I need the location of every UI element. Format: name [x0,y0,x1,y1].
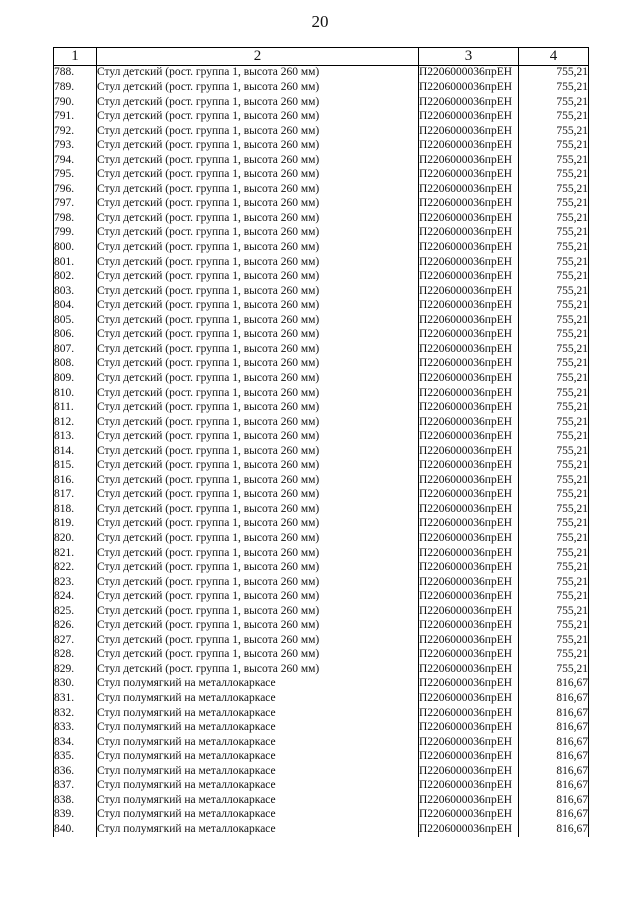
item-code: П2206000036прЕН [419,808,519,823]
table-row [54,81,589,96]
item-price: 816,67 [519,721,589,736]
item-name: Стул детский (рост. группа 1, высота 260 мм) [97,357,419,372]
item-code: П2206000036прЕН [419,750,519,765]
item-price: 755,21 [519,430,589,445]
item-price: 816,67 [519,808,589,823]
row-number: 807. [54,342,97,357]
item-name: Стул детский (рост. группа 1, высота 260 мм) [97,313,419,328]
table-row [54,575,589,590]
item-code: П2206000036прЕН [419,692,519,707]
item-price: 816,67 [519,677,589,692]
item-name: Стул полумягкий на металлокаркасе [97,822,419,837]
item-code: П2206000036прЕН [419,299,519,314]
row-number: 834. [54,735,97,750]
table-row [54,313,589,328]
item-code: П2206000036прЕН [419,648,519,663]
table-row [54,793,589,808]
item-name: Стул детский (рост. группа 1, высота 260 мм) [97,153,419,168]
item-code: П2206000036прЕН [419,168,519,183]
item-name: Стул детский (рост. группа 1, высота 260 мм) [97,459,419,474]
table-row [54,284,589,299]
item-code: П2206000036прЕН [419,604,519,619]
item-code: П2206000036прЕН [419,546,519,561]
row-number: 813. [54,430,97,445]
item-code: П2206000036прЕН [419,793,519,808]
item-price: 755,21 [519,182,589,197]
inventory-table [53,47,589,837]
table-row [54,153,589,168]
item-price: 755,21 [519,81,589,96]
item-price: 755,21 [519,546,589,561]
header-row [54,48,589,66]
item-code: П2206000036прЕН [419,430,519,445]
column-header-4: 4 [519,48,589,66]
item-price: 755,21 [519,488,589,503]
table-row [54,95,589,110]
item-name: Стул полумягкий на металлокаркасе [97,750,419,765]
table-row [54,459,589,474]
item-name: Стул детский (рост. группа 1, высота 260 мм) [97,488,419,503]
row-number: 825. [54,604,97,619]
table-row [54,619,589,634]
item-code: П2206000036прЕН [419,241,519,256]
row-number: 819. [54,517,97,532]
table-row [54,721,589,736]
table-row [54,110,589,125]
row-number: 833. [54,721,97,736]
item-code: П2206000036прЕН [419,226,519,241]
item-price: 755,21 [519,502,589,517]
table-row [54,808,589,823]
row-number: 815. [54,459,97,474]
item-name: Стул детский (рост. группа 1, высота 260 мм) [97,299,419,314]
item-code: П2206000036прЕН [419,532,519,547]
item-price: 755,21 [519,648,589,663]
item-price: 755,21 [519,561,589,576]
table-row [54,750,589,765]
row-number: 810. [54,386,97,401]
item-name: Стул детский (рост. группа 1, высота 260 мм) [97,95,419,110]
item-name: Стул детский (рост. группа 1, высота 260 мм) [97,604,419,619]
row-number: 795. [54,168,97,183]
row-number: 803. [54,284,97,299]
item-price: 755,21 [519,619,589,634]
item-code: П2206000036прЕН [419,357,519,372]
item-name: Стул детский (рост. группа 1, высота 260 мм) [97,546,419,561]
item-name: Стул детский (рост. группа 1, высота 260 мм) [97,139,419,154]
item-name: Стул полумягкий на металлокаркасе [97,764,419,779]
row-number: 840. [54,822,97,837]
item-price: 755,21 [519,532,589,547]
item-name: Стул полумягкий на металлокаркасе [97,779,419,794]
item-price: 755,21 [519,168,589,183]
item-price: 755,21 [519,401,589,416]
table-row [54,241,589,256]
item-price: 755,21 [519,662,589,677]
row-number: 805. [54,313,97,328]
item-code: П2206000036прЕН [419,677,519,692]
table-row [54,779,589,794]
item-name: Стул полумягкий на металлокаркасе [97,808,419,823]
row-number: 789. [54,81,97,96]
item-code: П2206000036прЕН [419,255,519,270]
item-name: Стул детский (рост. группа 1, высота 260 мм) [97,590,419,605]
item-name: Стул детский (рост. группа 1, высота 260 мм) [97,342,419,357]
item-name: Стул детский (рост. группа 1, высота 260 мм) [97,662,419,677]
table-row [54,211,589,226]
item-name: Стул полумягкий на металлокаркасе [97,793,419,808]
item-code: П2206000036прЕН [419,706,519,721]
row-number: 827. [54,633,97,648]
table-row [54,590,589,605]
item-code: П2206000036прЕН [419,561,519,576]
item-code: П2206000036прЕН [419,211,519,226]
column-header-2: 2 [97,48,419,66]
item-name: Стул детский (рост. группа 1, высота 260 мм) [97,619,419,634]
table-row [54,561,589,576]
item-name: Стул детский (рост. группа 1, высота 260 мм) [97,66,419,81]
row-number: 836. [54,764,97,779]
item-code: П2206000036прЕН [419,473,519,488]
row-number: 798. [54,211,97,226]
table-row [54,488,589,503]
table-row [54,764,589,779]
item-code: П2206000036прЕН [419,313,519,328]
row-number: 831. [54,692,97,707]
item-code: П2206000036прЕН [419,502,519,517]
row-number: 809. [54,371,97,386]
table-row [54,168,589,183]
item-name: Стул детский (рост. группа 1, высота 260 мм) [97,648,419,663]
item-price: 755,21 [519,575,589,590]
item-price: 755,21 [519,357,589,372]
table-row [54,532,589,547]
table-row [54,66,589,81]
table-row [54,299,589,314]
item-name: Стул детский (рост. группа 1, высота 260 мм) [97,270,419,285]
table-row [54,255,589,270]
table-row [54,444,589,459]
item-price: 755,21 [519,328,589,343]
item-code: П2206000036прЕН [419,124,519,139]
item-name: Стул детский (рост. группа 1, высота 260 мм) [97,124,419,139]
item-code: П2206000036прЕН [419,822,519,837]
item-price: 755,21 [519,255,589,270]
item-code: П2206000036прЕН [419,371,519,386]
item-code: П2206000036прЕН [419,488,519,503]
item-name: Стул полумягкий на металлокаркасе [97,735,419,750]
row-number: 788. [54,66,97,81]
item-code: П2206000036прЕН [419,284,519,299]
row-number: 821. [54,546,97,561]
table-header [54,48,589,66]
item-price: 755,21 [519,590,589,605]
item-price: 755,21 [519,342,589,357]
item-name: Стул детский (рост. группа 1, высота 260 мм) [97,226,419,241]
table-row [54,604,589,619]
item-name: Стул детский (рост. группа 1, высота 260 мм) [97,430,419,445]
item-name: Стул детский (рост. группа 1, высота 260 мм) [97,473,419,488]
item-code: П2206000036прЕН [419,386,519,401]
item-price: 755,21 [519,415,589,430]
table-row [54,357,589,372]
item-code: П2206000036прЕН [419,619,519,634]
row-number: 832. [54,706,97,721]
item-name: Стул детский (рост. группа 1, высота 260 мм) [97,633,419,648]
table-row [54,502,589,517]
item-code: П2206000036прЕН [419,517,519,532]
item-name: Стул детский (рост. группа 1, высота 260 мм) [97,517,419,532]
row-number: 797. [54,197,97,212]
item-name: Стул детский (рост. группа 1, высота 260 мм) [97,401,419,416]
item-name: Стул детский (рост. группа 1, высота 260 мм) [97,255,419,270]
table-row [54,182,589,197]
row-number: 835. [54,750,97,765]
item-price: 816,67 [519,779,589,794]
item-name: Стул детский (рост. группа 1, высота 260 мм) [97,371,419,386]
item-price: 755,21 [519,313,589,328]
row-number: 822. [54,561,97,576]
table-row [54,735,589,750]
item-price: 755,21 [519,633,589,648]
table-row [54,706,589,721]
row-number: 791. [54,110,97,125]
row-number: 812. [54,415,97,430]
row-number: 801. [54,255,97,270]
item-name: Стул полумягкий на металлокаркасе [97,706,419,721]
item-name: Стул детский (рост. группа 1, высота 260 мм) [97,182,419,197]
item-price: 755,21 [519,444,589,459]
item-code: П2206000036прЕН [419,110,519,125]
item-code: П2206000036прЕН [419,401,519,416]
table-row [54,662,589,677]
table-row [54,124,589,139]
item-name: Стул детский (рост. группа 1, высота 260 мм) [97,168,419,183]
item-name: Стул детский (рост. группа 1, высота 260 мм) [97,532,419,547]
item-price: 755,21 [519,604,589,619]
item-code: П2206000036прЕН [419,139,519,154]
item-code: П2206000036прЕН [419,66,519,81]
table-row [54,386,589,401]
item-name: Стул детский (рост. группа 1, высота 260 мм) [97,415,419,430]
item-name: Стул детский (рост. группа 1, высота 260 мм) [97,575,419,590]
item-code: П2206000036прЕН [419,81,519,96]
table-row [54,648,589,663]
row-number: 814. [54,444,97,459]
row-number: 839. [54,808,97,823]
table-row [54,328,589,343]
table-row [54,473,589,488]
item-code: П2206000036прЕН [419,721,519,736]
row-number: 792. [54,124,97,139]
item-code: П2206000036прЕН [419,153,519,168]
item-name: Стул детский (рост. группа 1, высота 260 мм) [97,386,419,401]
row-number: 793. [54,139,97,154]
table-row [54,139,589,154]
item-price: 755,21 [519,270,589,285]
item-price: 755,21 [519,459,589,474]
item-price: 755,21 [519,226,589,241]
row-number: 823. [54,575,97,590]
item-code: П2206000036прЕН [419,633,519,648]
item-name: Стул детский (рост. группа 1, высота 260 мм) [97,561,419,576]
item-price: 755,21 [519,66,589,81]
item-name: Стул детский (рост. группа 1, высота 260 мм) [97,284,419,299]
row-number: 838. [54,793,97,808]
item-code: П2206000036прЕН [419,735,519,750]
item-price: 755,21 [519,110,589,125]
item-name: Стул полумягкий на металлокаркасе [97,692,419,707]
row-number: 817. [54,488,97,503]
item-name: Стул детский (рост. группа 1, высота 260 мм) [97,81,419,96]
item-price: 816,67 [519,750,589,765]
row-number: 829. [54,662,97,677]
item-code: П2206000036прЕН [419,182,519,197]
table-body [54,66,589,837]
table-row [54,692,589,707]
item-code: П2206000036прЕН [419,779,519,794]
item-price: 755,21 [519,197,589,212]
table-row [54,677,589,692]
table-row [54,226,589,241]
row-number: 794. [54,153,97,168]
item-name: Стул детский (рост. группа 1, высота 260 мм) [97,444,419,459]
table-row [54,415,589,430]
item-code: П2206000036прЕН [419,444,519,459]
table-row [54,546,589,561]
table-row [54,371,589,386]
item-name: Стул детский (рост. группа 1, высота 260 мм) [97,328,419,343]
page-number: 20 [311,12,329,31]
item-code: П2206000036прЕН [419,590,519,605]
row-number: 804. [54,299,97,314]
row-number: 824. [54,590,97,605]
item-name: Стул детский (рост. группа 1, высота 260 мм) [97,110,419,125]
item-price: 816,67 [519,822,589,837]
row-number: 820. [54,532,97,547]
table-row [54,517,589,532]
item-code: П2206000036прЕН [419,95,519,110]
item-price: 755,21 [519,241,589,256]
item-price: 755,21 [519,386,589,401]
row-number: 790. [54,95,97,110]
item-code: П2206000036прЕН [419,197,519,212]
item-name: Стул детский (рост. группа 1, высота 260 мм) [97,197,419,212]
item-price: 755,21 [519,211,589,226]
table-row [54,270,589,285]
item-code: П2206000036прЕН [419,459,519,474]
item-price: 755,21 [519,517,589,532]
row-number: 828. [54,648,97,663]
row-number: 818. [54,502,97,517]
column-header-3: 3 [419,48,519,66]
item-code: П2206000036прЕН [419,415,519,430]
table-row [54,342,589,357]
item-price: 755,21 [519,371,589,386]
item-price: 755,21 [519,95,589,110]
item-price: 816,67 [519,692,589,707]
row-number: 830. [54,677,97,692]
row-number: 808. [54,357,97,372]
item-name: Стул детский (рост. группа 1, высота 260 мм) [97,241,419,256]
item-price: 816,67 [519,793,589,808]
column-header-1: 1 [54,48,97,66]
row-number: 816. [54,473,97,488]
item-price: 755,21 [519,284,589,299]
row-number: 799. [54,226,97,241]
item-price: 755,21 [519,124,589,139]
row-number: 796. [54,182,97,197]
item-code: П2206000036прЕН [419,342,519,357]
item-name: Стул полумягкий на металлокаркасе [97,721,419,736]
table-row [54,430,589,445]
item-price: 755,21 [519,299,589,314]
table-row [54,401,589,416]
row-number: 811. [54,401,97,416]
row-number: 802. [54,270,97,285]
item-price: 755,21 [519,139,589,154]
row-number: 800. [54,241,97,256]
item-name: Стул полумягкий на металлокаркасе [97,677,419,692]
table-row [54,197,589,212]
item-price: 755,21 [519,473,589,488]
item-name: Стул детский (рост. группа 1, высота 260 мм) [97,502,419,517]
item-price: 755,21 [519,153,589,168]
row-number: 837. [54,779,97,794]
item-code: П2206000036прЕН [419,764,519,779]
item-price: 816,67 [519,706,589,721]
table-row [54,633,589,648]
row-number: 826. [54,619,97,634]
table-row [54,822,589,837]
item-price: 816,67 [519,735,589,750]
item-code: П2206000036прЕН [419,328,519,343]
item-code: П2206000036прЕН [419,662,519,677]
item-code: П2206000036прЕН [419,270,519,285]
item-name: Стул детский (рост. группа 1, высота 260 мм) [97,211,419,226]
item-code: П2206000036прЕН [419,575,519,590]
item-price: 816,67 [519,764,589,779]
row-number: 806. [54,328,97,343]
